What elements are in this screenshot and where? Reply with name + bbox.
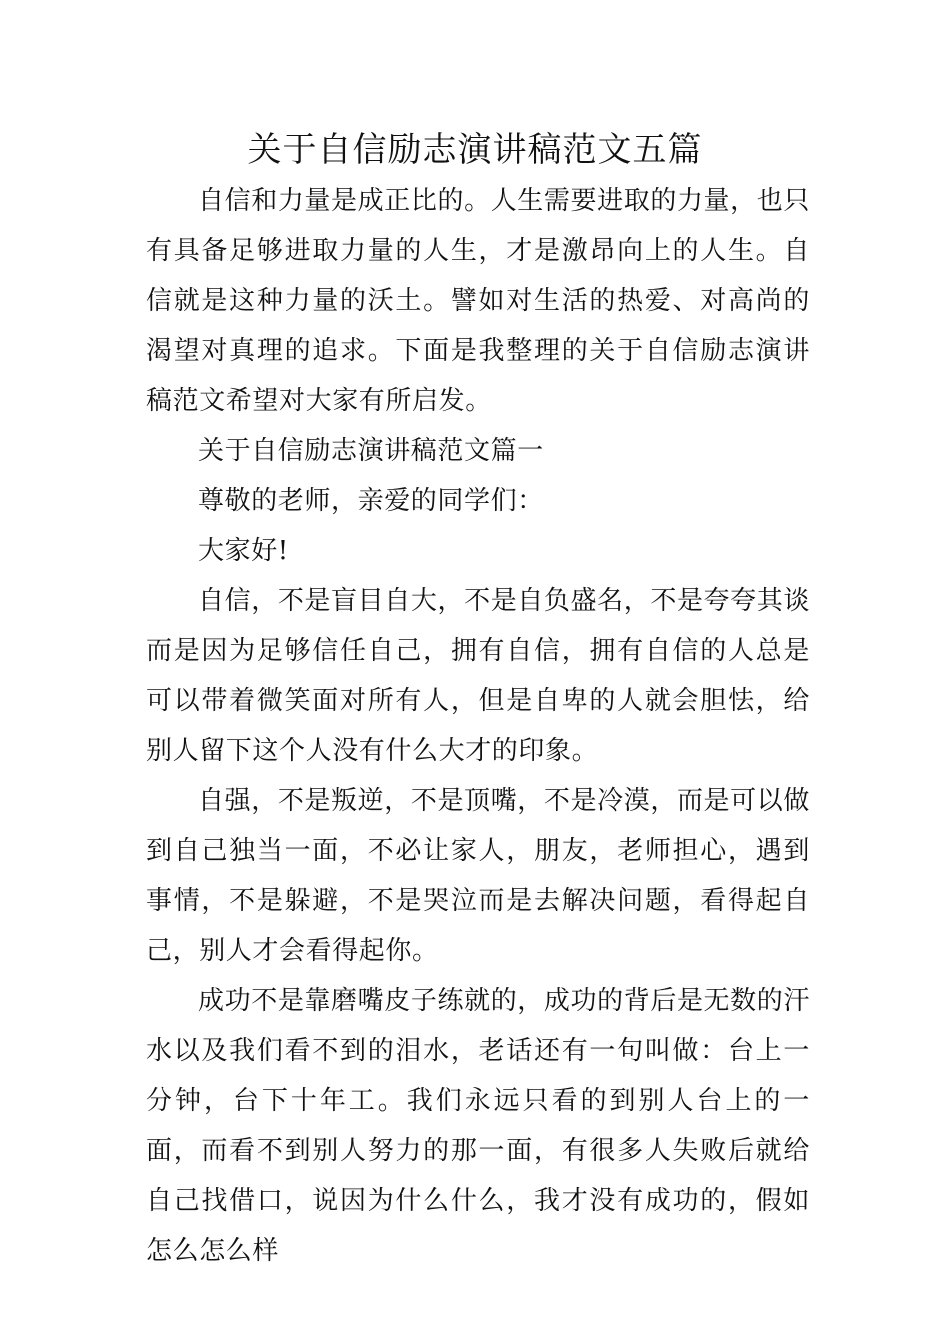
greeting-paragraph: 大家好! xyxy=(198,536,289,566)
confidence-paragraph: 自信，不是盲目自大，不是自负盛名，不是夸夸其谈而是因为足够信任自己，拥有自信，拥有自信的人总是可以带着微笑面对所有人，但是自卑的人就会胆怯，给别人留下这个人没有什么大才的印象。 xyxy=(146,586,810,766)
section-heading: 关于自信励志演讲稿范文篇一 xyxy=(198,436,544,466)
document-body xyxy=(146,176,810,1276)
self-strength-paragraph: 自强，不是叛逆，不是顶嘴，不是冷漠，而是可以做到自己独当一面，不必让家人，朋友，老师担心，遇到事情，不是躲避，不是哭泣而是去解决问题，看得起自己，别人才会看得起你。 xyxy=(146,786,810,966)
salutation-paragraph: 尊敬的老师，亲爱的同学们： xyxy=(198,486,544,516)
success-paragraph: 成功不是靠磨嘴皮子练就的，成功的背后是无数的汗水以及我们看不到的泪水，老话还有一句叫做：台上一分钟，台下十年工。我们永远只看的到别人台上的一面，而看不到别人努力的那一面，有很多人失败后就给自己找借口，说因为什么什么，我才没有成功的，假如怎么怎么样 xyxy=(146,986,810,1266)
document-title: 关于自信励志演讲稿范文五篇 xyxy=(247,130,703,170)
intro-paragraph: 自信和力量是成正比的。人生需要进取的力量，也只有具备足够进取力量的人生，才是激昂向上的人生。自信就是这种力量的沃土。譬如对生活的热爱、对高尚的渴望对真理的追求。下面是我整理的关于自信励志演讲稿范文希望对大家有所启发。 xyxy=(146,186,810,416)
